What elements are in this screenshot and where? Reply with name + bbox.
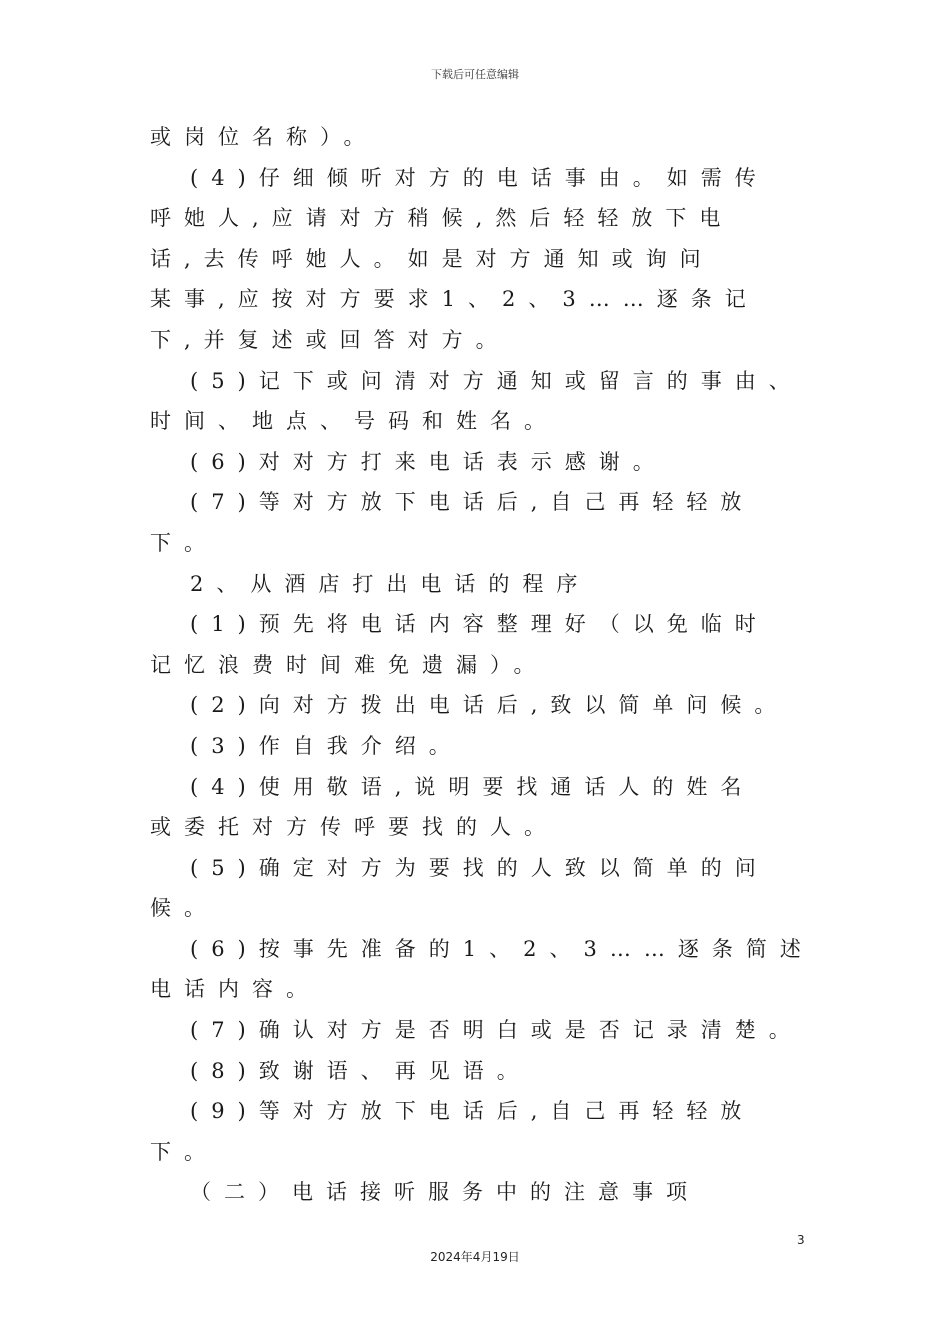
text-line: (8)致谢语、再见语。 <box>190 1058 531 1083</box>
text-line: (6)对对方打来电话表示感谢。 <box>190 449 667 474</box>
text-line: 记忆浪费时间难免遗漏）。 <box>150 652 548 677</box>
text-line: 下,并复述或回答对方。 <box>150 327 510 352</box>
text-line: (5)记下或问清对方通知或留言的事由、 <box>190 368 803 393</box>
text-line: (4)使用敬语,说明要找通话人的姓名 <box>190 774 755 799</box>
text-line: 下。 <box>150 530 218 555</box>
text-line: (9)等对方放下电话后,自己再轻轻放 <box>190 1099 755 1124</box>
text-line: (7)等对方放下电话后,自己再轻轻放 <box>190 490 755 515</box>
text-line: 下。 <box>150 1139 218 1164</box>
text-line: (3)作自我介绍。 <box>190 733 463 758</box>
document-body <box>150 117 830 1213</box>
text-line: 电话内容。 <box>150 977 320 1002</box>
text-line: 话,去传呼她人。如是对方通知或询问 <box>150 246 714 271</box>
text-line: 时间、地点、号码和姓名。 <box>150 409 558 434</box>
text-line: 呼她人,应请对方稍候,然后轻轻放下电 <box>150 206 734 231</box>
text-line: (2)向对方拨出电话后,致以简单问候。 <box>190 693 789 718</box>
text-line: (6)按事先准备的1、2、3……逐条简述 <box>190 936 814 961</box>
text-line: 某事,应按对方要求1、2、3……逐条记 <box>150 287 759 312</box>
text-line: （二）电话接听服务中的注意事项 <box>190 1180 700 1205</box>
page-number: 3 <box>797 1233 805 1247</box>
text-line: (5)确定对方为要找的人致以简单的问 <box>190 855 769 880</box>
page-header: 下载后可任意编辑 <box>431 68 519 81</box>
text-line: 候。 <box>150 896 218 921</box>
footer-date: 2024年4月19日 <box>430 1250 520 1264</box>
text-line: (7)确认对方是否明白或是否记录清楚。 <box>190 1018 803 1043</box>
text-line: (4)仔细倾听对方的电话事由。如需传 <box>190 165 769 190</box>
text-line: 2、从酒店打出电话的程序 <box>190 571 591 596</box>
text-line: (1)预先将电话内容整理好（以免临时 <box>190 612 769 637</box>
text-line: 或岗位名称）。 <box>150 125 378 149</box>
text-line: 或委托对方传呼要找的人。 <box>150 815 558 840</box>
